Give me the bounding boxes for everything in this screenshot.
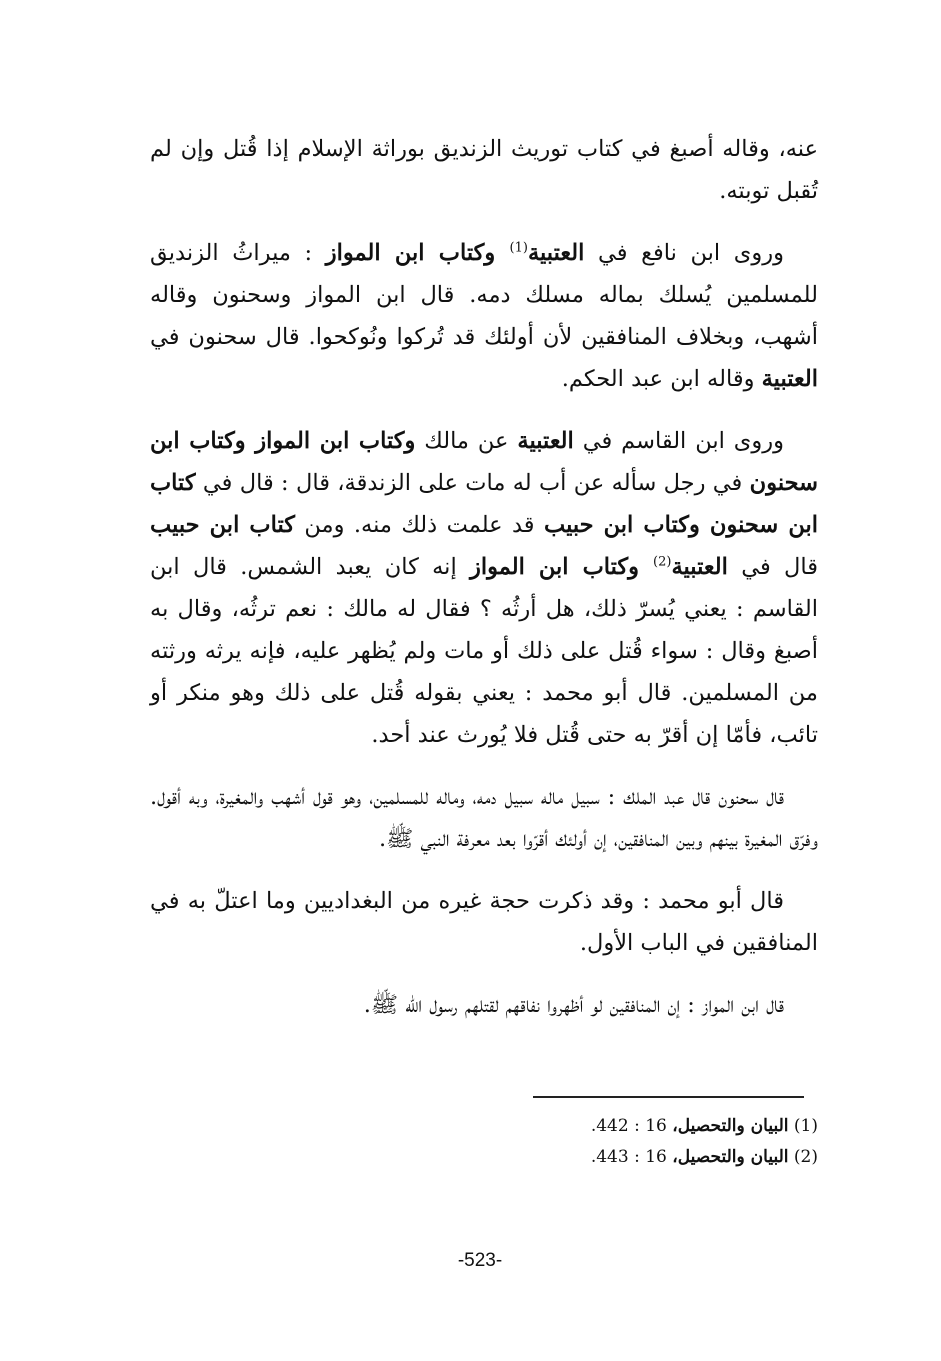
bold-source-reference: وكتاب ابن المواز (325, 240, 510, 266)
footnote-source: البيان والتحصيل، (672, 1116, 789, 1136)
footnote-number: (2) (793, 1147, 818, 1167)
paragraph-text: قال في (727, 554, 819, 580)
paragraph-text: قال ابن المواز : إن المنافقين لو أظهروا نفاقهم لقتلهم رسول الله ﷺ. (363, 992, 784, 1018)
paragraph-text: قال سحنون قال عبد الملك : سبيل ماله سبيل دمه، وماله للمسلمين، وهو قول أشهب والمغيرة، وبه أقول. وفرّق المغيرة بينهم وبين المنافقين، إن أولئك أقرّوا بعد معرفة النبي ﷺ. (150, 784, 818, 852)
footnote-source: البيان والتحصيل، (672, 1147, 789, 1167)
footnote-marker: (1) (509, 240, 528, 256)
paragraph-text: عن مالك (415, 428, 518, 454)
paragraph (150, 128, 818, 212)
paragraph-text: في رجل سأله عن أب له مات على الزندقة، قال : قال في (195, 470, 750, 496)
paragraph-text: إنه كان يعبد الشمس. قال ابن القاسم : يعني يُسرّ ذلك، هل أرثُه ؟ فقال له مالك : نعم ترثُه، وقال به أصبغ وقال : سواء قُتل على ذلك أو مات ولم يُظهر عليه، فإنه يرثه ورثته من المسلمين. قال أبو محمد : يعني بقوله قُتل على ذلك وهو منكر أو تائب، فأمّا إن أقرّ به حتى قُتل فلا يُورث عند أحد. (150, 554, 818, 748)
paragraph-text: عنه، وقاله أصبغ في كتاب توريث الزنديق بوراثة الإسلام إذا قُتل وإن لم تُقبل توبته. (150, 136, 818, 204)
paragraph-text: وروى ابن نافع في (584, 240, 784, 266)
bold-source-reference: وكتاب ابن المواز (470, 554, 654, 580)
footnote-marker: (2) (653, 554, 672, 570)
paragraph (150, 776, 818, 860)
page-number: -523- (457, 1250, 503, 1271)
paragraphs (150, 128, 818, 1026)
footnotes (450, 1111, 818, 1173)
footnote-reference: 16 : 442. (590, 1116, 667, 1136)
footnote (450, 1142, 818, 1173)
paragraph-text: قد علمت ذلك منه. ومن (294, 512, 544, 538)
paragraph-text: وقاله ابن عبد الحكم. (561, 366, 762, 392)
paragraph-text: : ميراثُ الزنديق للمسلمين يُسلك بماله مسلك دمه. قال ابن المواز وسحنون وقاله أشهب، وبخلاف المنافقين لأن أولئك قد تُركوا ونُوكحوا. قال سحنون في (150, 240, 818, 350)
bold-source-reference: وكتاب ابن المواز وكتاب ابن سحنون (150, 428, 818, 496)
paragraph (150, 420, 818, 756)
bold-source-reference: العتبية (527, 240, 585, 266)
paragraph (150, 984, 818, 1026)
footnote (450, 1111, 818, 1142)
bold-source-reference: كتاب ابن سحنون وكتاب ابن حبيب (150, 470, 818, 538)
bold-source-reference: العتبية (761, 366, 818, 392)
paragraph (150, 232, 818, 400)
paragraph (150, 880, 818, 964)
footnote-reference: 16 : 443. (590, 1147, 667, 1167)
paragraph-text: قال أبو محمد : وقد ذكرت حجة غيره من البغداديين وما اعتلّ به في المنافقين في الباب الأول. (150, 888, 818, 956)
footnote-divider (533, 1096, 804, 1098)
footnote-number: (1) (793, 1116, 818, 1136)
paragraph-text: وروى ابن القاسم في (573, 428, 784, 454)
bold-source-reference: العتبية (671, 554, 728, 580)
page-body (150, 128, 818, 1046)
bold-source-reference: كتاب ابن حبيب (150, 512, 295, 538)
bold-source-reference: العتبية (517, 428, 574, 454)
